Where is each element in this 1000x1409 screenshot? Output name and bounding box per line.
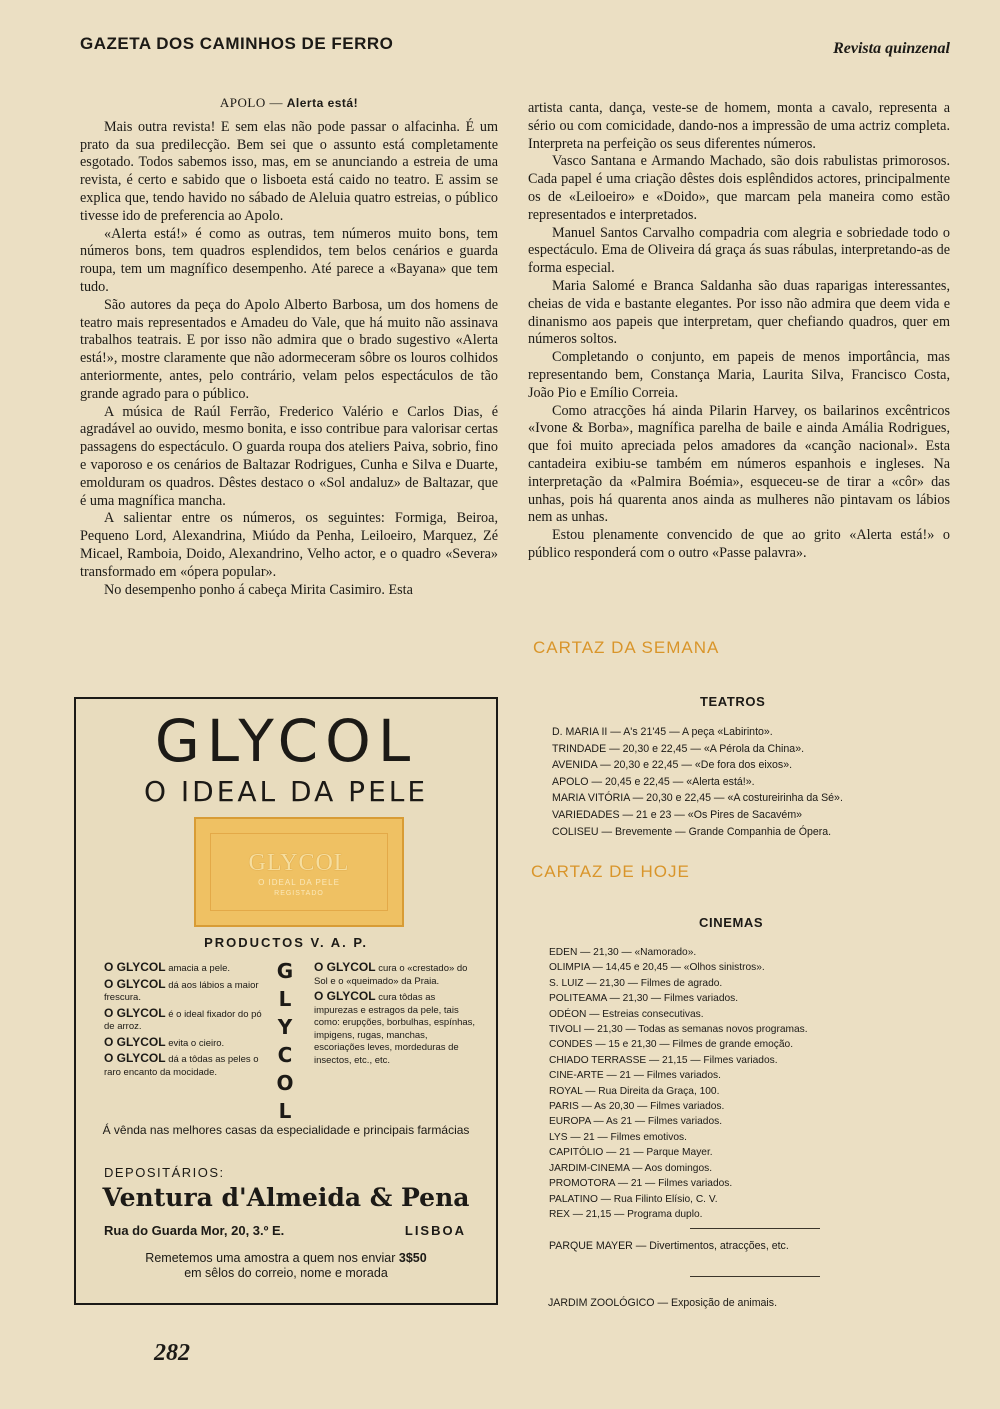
list-item: ROYAL — Rua Direita da Graça, 100.	[549, 1085, 720, 1097]
claim-text: dá aos lábios a maior frescura.	[104, 979, 259, 1003]
claim-text: amacia a pele.	[165, 963, 231, 974]
article-paragraph: A música de Raúl Ferrão, Frederico Valério e Carlos Dias, é agradável ao ouvido, mesmo bonita, e isso contribue para valorisar certas passagens do espectáculo. O guarda roupa dos ateliers Paiva, sobrio, fino e vaporoso e os cenários de Baltazar Rodrigues, Cunha e Silva e Duarte, emolduram os quadros. Dêstes destaco o «Sol andaluz» de Baltazar, que é uma magnífica mancha.	[80, 403, 498, 509]
list-item: REX — 21,15 — Programa duplo.	[549, 1208, 703, 1220]
list-item: AVENIDA — 20,30 e 22,45 — «De fora dos eixos».	[552, 759, 793, 772]
vertical-letter: G	[276, 959, 294, 983]
ad-tagline: O IDEAL DA PELE	[143, 775, 429, 808]
list-item: PARIS — As 20,30 — Filmes variados.	[549, 1101, 725, 1113]
article-column-left	[80, 94, 498, 599]
article-paragraph: No desempenho ponho á cabeça Mirita Casimiro. Esta	[104, 581, 413, 598]
ad-city: LISBOA	[404, 1223, 466, 1238]
list-item: OLIMPIA — 14,45 e 20,45 — «Olhos sinistros».	[549, 962, 765, 974]
vertical-brand	[275, 957, 295, 1125]
claim-brand: O GLYCOL	[104, 1005, 166, 1020]
parque-mayer-line: PARQUE MAYER — Divertimentos, atracções, etc.	[549, 1240, 789, 1252]
list-item: COLISEU — Brevemente — Grande Companhia de Ópera.	[552, 825, 832, 838]
ad-claim	[104, 978, 264, 1005]
label-brand: GLYCOL	[248, 850, 350, 876]
cartaz-semana-title: CARTAZ DA SEMANA	[533, 638, 720, 657]
offer-text: em sêlos do correio, nome e morada	[184, 1266, 388, 1280]
divider	[690, 1276, 820, 1277]
list-item: EDEN — 21,30 — «Namorado».	[549, 947, 697, 958]
article-paragraph: «Alerta está!» é como as outras, tem números muito bons, tem números bons, tem quadros esplendidos, tem belos cenários e guarda roupa, tem um magnífico desempenho. Até parece a «Bayana» que tem tudo.	[80, 225, 498, 295]
list-item: POLITEAMA — 21,30 — Filmes variados.	[549, 993, 739, 1005]
vertical-letter: L	[278, 1099, 292, 1123]
claim-brand: O GLYCOL	[314, 960, 376, 974]
list-item: S. LUIZ — 21,30 — Filmes de agrado.	[549, 977, 723, 989]
cinemas-list	[549, 945, 808, 1222]
article-paragraph: Mais outra revista! E sem elas não pode passar o alfacinha. É um prato da sua predilecção. Bem sei que o assunto está completamente esgotado. Todos sabemos isso, mas, em se anunciando a estreia de uma revista, é certo e sabido que o lisboeta está caido no teatro. E assim se explica que, tendo havido no sábado de Aleluia quatro estreias, o público tivesse ido de preferencia ao Apolo.	[80, 118, 498, 224]
label-frame	[210, 833, 388, 911]
claim-text: cura tôdas as impurezas e estragos da pele, tais como: erupções, borbulhas, espínhas, impigens, rugas, manchas, escoriações leves, mordeduras de insectos, etc., etc.	[314, 992, 476, 1066]
ad-claim	[104, 1036, 264, 1051]
ad-brand: GLYCOL	[154, 707, 418, 775]
offer-text: Remetemos uma amostra a quem nos enviar	[145, 1251, 399, 1265]
article-paragraph: Como atracções há ainda Pilarin Harvey, os bailarinos excêntricos «Ivone & Borba», magnífica parelha de baile e ainda Amália Rodrigues, que foi muito apreciada pelos amadores da «canção nacional». Esta cantadeira exibiu-se também em números espanhois e ingleses. Na interpretação da «Palmira Boémia», esqueceu-se de tirar a «côr» das unhas, pois há quarenta anos ainda as mulheres não pintavam os lábios nem as unhas.	[528, 402, 950, 526]
ad-claim	[104, 961, 264, 976]
list-item: D. MARIA II — A's 21'45 — A peça «Labirinto».	[552, 726, 773, 738]
offer-price: 3$50	[398, 1251, 427, 1265]
teatros-list	[552, 724, 843, 840]
vertical-letter: L	[278, 987, 292, 1011]
claim-brand: O GLYCOL	[104, 1034, 166, 1049]
product-label-image	[194, 817, 404, 927]
claim-text: dá a tôdas as peles o raro encanto da mocidade.	[104, 1054, 259, 1078]
article-paragraph: Manuel Santos Carvalho compadria com alegria e sobriedade todo o espectáculo. Ema de Oliveira dá graça ás suas rábulas, interpretando-as de forma especial.	[528, 224, 950, 277]
claim-text: cura o «crestado» do Sol e o «queimado» da Praia.	[314, 963, 468, 987]
article-title	[80, 94, 498, 113]
list-item: VARIEDADES — 21 e 23 — «Os Pires de Sacavém»	[552, 808, 803, 821]
list-item: EUROPA — As 21 — Filmes variados.	[549, 1116, 723, 1128]
list-item: TIVOLI — 21,30 — Todas as semanas novos programas.	[549, 1024, 808, 1036]
list-item: PROMOTORA — 21 — Filmes variados.	[549, 1178, 733, 1190]
ad-firm-name: Ventura d'Almeida & Pena	[102, 1183, 470, 1212]
list-item: CHIADO TERRASSE — 21,15 — Filmes variados.	[549, 1054, 778, 1066]
divider	[690, 1228, 820, 1229]
claim-brand: O GLYCOL	[104, 1051, 166, 1065]
ad-claim	[104, 1007, 264, 1034]
list-item: JARDIM-CINEMA — Aos domingos.	[549, 1162, 713, 1174]
article-paragraph: artista canta, dança, veste-se de homem, monta a cavalo, representa a sério ou com comicidade, dando-nos a impressão de uma actriz completa. Interpreta na perfeição os seus diferentes números.	[528, 100, 950, 152]
ad-availability: Á vênda nas melhores casas da especialidade e principais farmácias	[102, 1123, 470, 1137]
ad-claims-right	[314, 961, 476, 1069]
teatros-heading: TEATROS	[700, 694, 766, 709]
claim-text: é o ideal fixador do pó de arroz.	[104, 1008, 262, 1032]
ad-sample-offer	[76, 1251, 496, 1281]
jardim-zoologico-line: JARDIM ZOOLÓGICO — Exposição de animais.	[548, 1297, 778, 1309]
article-paragraph: A salientar entre os números, os seguintes: Formiga, Beiroa, Pequeno Lord, Alexandrina, Miúdo da Penha, Leiloeiro, Marquez, Zé Micael, Ramboia, Doido, Alexandrino, Velho actor, e o quadro «Severa» transformado em «ópera popular».	[80, 510, 498, 580]
list-item: MARIA VITÓRIA — 20,30 e 22,45 — «A costureirinha da Sé».	[552, 792, 843, 805]
claim-brand: O GLYCOL	[104, 976, 166, 991]
page-number: 282	[154, 1340, 190, 1366]
label-registered: REGISTADO	[274, 890, 324, 897]
list-item: CAPITÓLIO — 21 — Parque Mayer.	[549, 1147, 713, 1159]
vertical-letter: O	[276, 1071, 294, 1095]
vertical-letter: Y	[277, 1015, 293, 1039]
ad-address: Rua do Guarda Mor, 20, 3.º E.	[104, 1223, 285, 1238]
ad-depositarios: DEPOSITÁRIOS:	[104, 1165, 225, 1180]
article-paragraph: São autores da peça do Apolo Alberto Barbosa, um dos homens de teatro mais representados e Amadeu do Vale, que há muito não assinava trabalhos teatrais. E por isso não admira que o brado sugestivo «Alerta está!», mostre claramente que não adormeceram sôbre os louros colhidos anteriormente, antes, pelo contrário, velam pelos espectáculos de tão grande agrado para o público.	[80, 296, 498, 402]
article-paragraph: Vasco Santana e Armando Machado, são dois rabulistas primorosos. Cada papel é uma criação dêstes dois esplêndidos actores, principalmente os de «Leiloeiro» e «Doido», que marcam pela maneira como estão representados e interpretados.	[528, 153, 950, 223]
ad-claims-left	[104, 961, 264, 1081]
article-paragraph: Completando o conjunto, em papeis de menos importância, mas representando bem, Constança Maria, Laurita Silva, Francisco Costa, João Pio e Emílio Correia.	[528, 349, 950, 401]
article-paragraph: Maria Salomé e Branca Saldanha são duas raparigas interessantes, cheias de vida e bastante elegantes. Por isso não admira que deem vida e dinanismo aos papeis que interpretam, quer chefiando quadros, quer em números soltos.	[528, 277, 950, 348]
ad-claim	[104, 1052, 264, 1079]
list-item: CINE-ARTE — 21 — Filmes variados.	[549, 1070, 721, 1082]
ad-claim	[314, 961, 476, 988]
cinemas-heading: CINEMAS	[699, 915, 764, 930]
article-title-venue: APOLO —	[219, 95, 283, 110]
glycol-advertisement	[74, 697, 498, 1305]
journal-subtitle: Revista quinzenal	[833, 40, 950, 57]
article-column-right	[528, 100, 950, 563]
label-tagline: O IDEAL DA PELE	[258, 878, 340, 887]
cartaz-hoje-title: CARTAZ DE HOJE	[531, 862, 690, 881]
list-item: PALATINO — Rua Filinto Elísio, C. V.	[549, 1193, 718, 1205]
claim-brand: O GLYCOL	[104, 960, 166, 974]
list-item: CONDES — 15 e 21,30 — Filmes de grande emoção.	[549, 1039, 794, 1051]
article-title-show: Alerta está!	[286, 96, 359, 110]
journal-title: GAZETA DOS CAMINHOS DE FERRO	[80, 34, 394, 53]
claim-brand: O GLYCOL	[314, 989, 376, 1003]
ad-claim	[314, 990, 476, 1067]
claim-text: evita o cieiro.	[165, 1037, 225, 1049]
list-item: LYS — 21 — Filmes emotivos.	[549, 1131, 687, 1143]
list-item: TRINDADE — 20,30 e 22,45 — «A Pérola da China».	[552, 742, 805, 755]
vertical-letter: C	[277, 1043, 293, 1067]
list-item: APOLO — 20,45 e 22,45 — «Alerta está!».	[552, 775, 755, 788]
list-item: ODÉON — Estreias consecutivas.	[549, 1008, 704, 1020]
ad-products-line: PRODUCTOS V. A. P.	[204, 935, 368, 950]
article-paragraph: Estou plenamente convencido de que ao grito «Alerta está!» o público responderá com o outro «Passe palavra».	[528, 527, 950, 561]
